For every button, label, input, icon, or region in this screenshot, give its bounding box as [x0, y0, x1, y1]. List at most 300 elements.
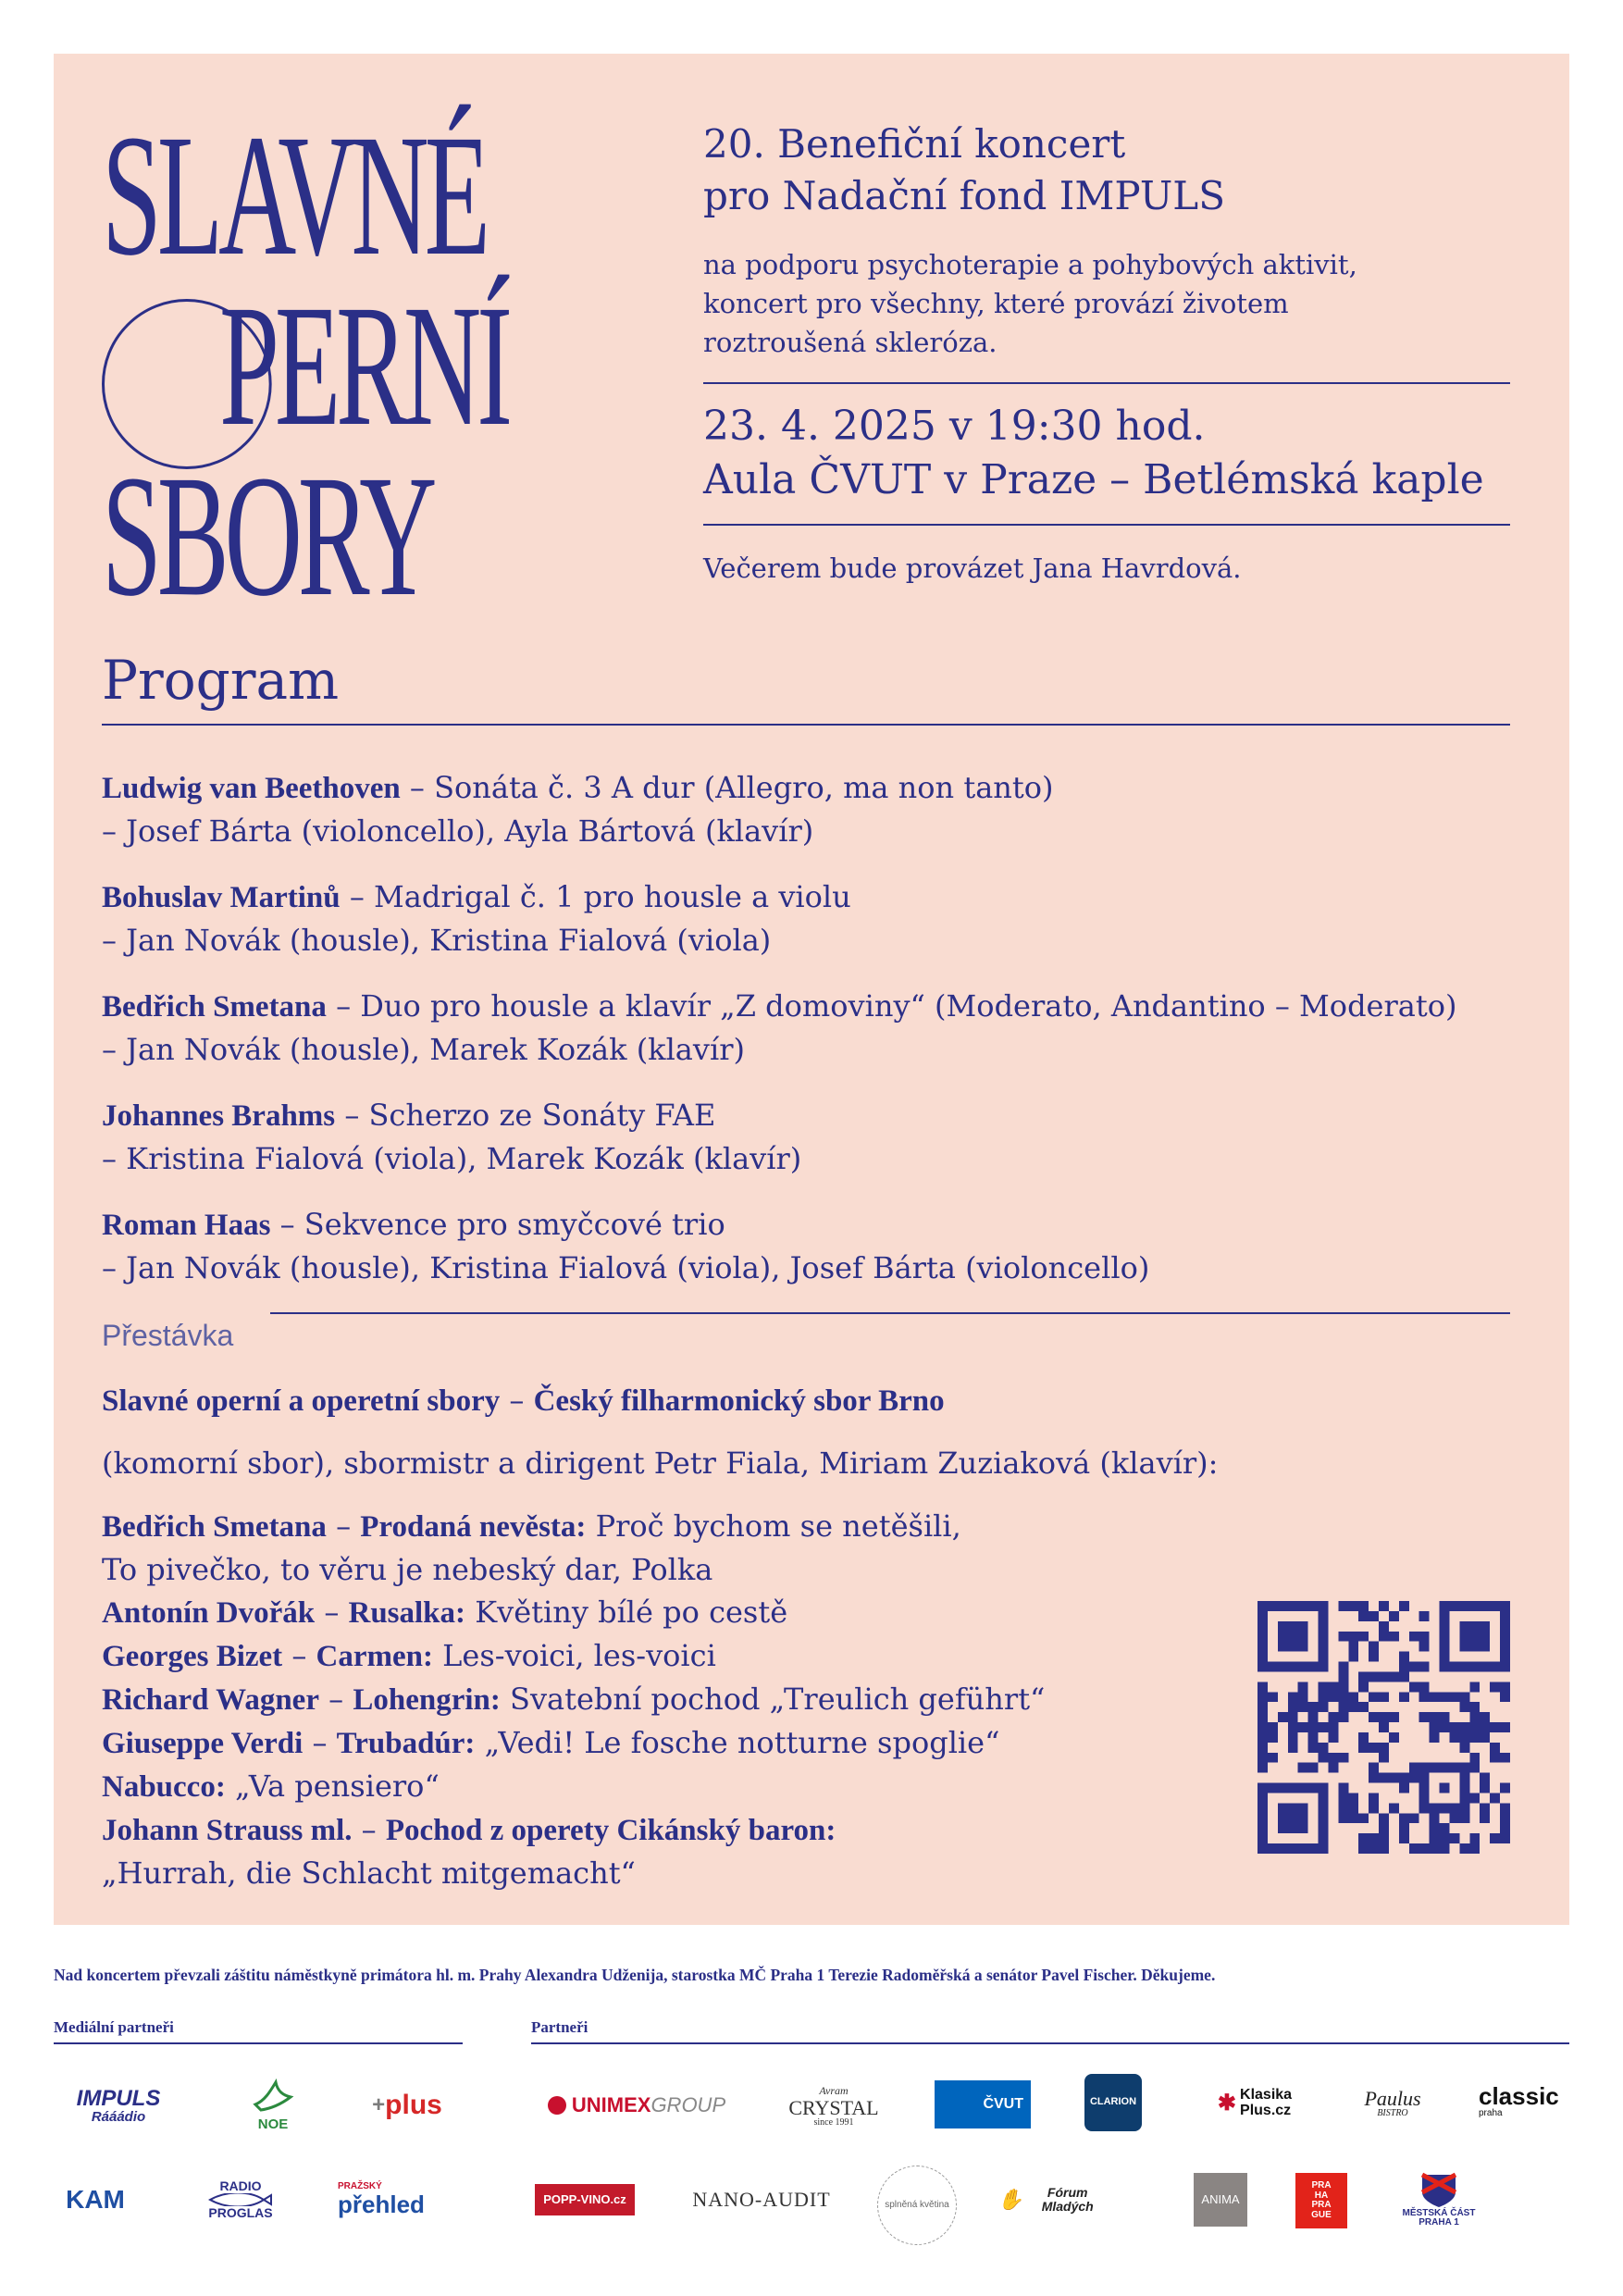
title-line-2-text: PERNÍ — [219, 268, 509, 462]
qr-module — [1459, 1722, 1469, 1732]
logo-radio-proglas[interactable] — [194, 2171, 287, 2228]
work-title: – Sonáta č. 3 A dur (Allegro, ma non tanto) — [400, 770, 1054, 805]
qr-module — [1469, 1632, 1480, 1642]
qr-module — [1328, 1722, 1338, 1732]
logo-klasika-plus[interactable] — [1203, 2082, 1307, 2125]
qr-module — [1379, 1712, 1389, 1722]
qr-module — [1328, 1732, 1338, 1743]
qr-module — [1440, 1662, 1450, 1672]
qr-module — [1278, 1601, 1288, 1611]
qr-module — [1490, 1601, 1500, 1611]
intermission-label: Přestávka — [102, 1319, 234, 1352]
qr-module — [1258, 1632, 1268, 1642]
qr-module — [1348, 1642, 1358, 1652]
qr-module — [1258, 1732, 1268, 1743]
qr-module — [1469, 1833, 1480, 1843]
composer-name: Bohuslav Martinů — [102, 881, 341, 914]
qr-module — [1459, 1803, 1469, 1813]
qr-module — [1430, 1813, 1440, 1823]
qr-module — [1258, 1642, 1268, 1652]
qr-module — [1298, 1763, 1308, 1773]
qr-module — [1480, 1712, 1490, 1722]
qr-module — [1459, 1702, 1469, 1712]
qr-module — [1490, 1743, 1500, 1753]
qr-module — [1278, 1642, 1288, 1652]
unimex-mark-icon — [548, 2096, 566, 2115]
qr-module — [1268, 1783, 1278, 1793]
program-item-1 — [102, 766, 1518, 852]
qr-module — [1319, 1692, 1329, 1702]
qr-module — [1258, 1823, 1268, 1833]
qr-module — [1348, 1813, 1358, 1823]
qr-module — [1258, 1621, 1268, 1632]
qr-module — [1469, 1753, 1480, 1763]
qr-module — [1338, 1712, 1348, 1722]
qr-module — [1430, 1803, 1440, 1813]
qr-module — [1328, 1692, 1338, 1702]
performers: – Jan Novák (housle), Marek Kozák (klavír) — [102, 1032, 745, 1067]
piece-name: „Va pensiero“ — [225, 1769, 440, 1804]
logo-mestska-cast-praha-1[interactable] — [1393, 2161, 1485, 2239]
qr-module — [1319, 1783, 1329, 1793]
performers: – Kristina Fialová (viola), Marek Kozák (klavír) — [102, 1141, 802, 1176]
second-half-title: Slavné operní a operetní sbory — [102, 1384, 501, 1418]
qr-module — [1358, 1601, 1369, 1611]
program-item-3 — [102, 985, 1518, 1071]
qr-module — [1500, 1632, 1510, 1642]
opera-item-strauss-piece: „Hurrah, die Schlacht mitgemacht“ — [102, 1855, 636, 1891]
qr-module — [1348, 1803, 1358, 1813]
qr-module — [1459, 1621, 1469, 1632]
qr-module — [1288, 1662, 1298, 1672]
qr-module — [1409, 1773, 1419, 1783]
qr-module — [1369, 1763, 1379, 1773]
qr-module — [1319, 1833, 1329, 1843]
qr-module — [1440, 1642, 1450, 1652]
qr-module — [1319, 1601, 1329, 1611]
work-title: – Madrigal č. 1 pro housle a violu — [340, 879, 851, 914]
patronage-note: Nad koncertem převzali záštitu náměstkyně primátora hl. m. Prahy Alexandra Udženija, starostka MČ Praha 1 Terezie Radoměřská a senátor Pavel Fischer. Děkujeme. — [54, 1966, 1216, 1984]
qr-module — [1500, 1652, 1510, 1662]
choir-name: Český filharmonický sbor Brno — [533, 1384, 945, 1418]
qr-module — [1338, 1682, 1348, 1692]
qr-module — [1288, 1712, 1298, 1722]
separator: – — [318, 1682, 353, 1717]
qr-module — [1469, 1702, 1480, 1712]
qr-module — [1480, 1732, 1490, 1743]
separator: – — [500, 1383, 534, 1418]
qr-module — [1480, 1632, 1490, 1642]
logo-text: KAM — [66, 2185, 125, 2215]
qr-module — [1338, 1601, 1348, 1611]
logo-text-4: GUE — [1311, 2209, 1332, 2220]
qr-module — [1308, 1702, 1319, 1712]
qr-module — [1288, 1621, 1298, 1632]
qr-module — [1500, 1823, 1510, 1833]
qr-module — [1490, 1682, 1500, 1692]
qr-module — [1480, 1773, 1490, 1783]
qr-module — [1258, 1702, 1268, 1712]
qr-module — [1440, 1763, 1450, 1773]
qr-module — [1430, 1692, 1440, 1702]
qr-module — [1379, 1621, 1389, 1632]
qr-module — [1440, 1692, 1450, 1702]
opera-name: Carmen: — [316, 1640, 433, 1673]
logo-text-2: PROGLAS — [208, 2205, 273, 2220]
qr-module — [1319, 1753, 1329, 1763]
qr-module — [1288, 1642, 1298, 1652]
qr-module — [1469, 1722, 1480, 1732]
logo-popp-vino[interactable] — [535, 2184, 635, 2215]
k-mark-icon: ✱ — [1217, 2091, 1237, 2116]
qr-module — [1268, 1662, 1278, 1672]
qr-module — [1319, 1813, 1329, 1823]
logo-text: CLARION — [1089, 2096, 1137, 2108]
qr-module — [1430, 1843, 1440, 1854]
logo-text: splněná květina — [885, 2199, 949, 2210]
qr-module — [1469, 1732, 1480, 1743]
qr-module — [1440, 1783, 1450, 1793]
qr-module — [1459, 1642, 1469, 1652]
opera-name: Rusalka: — [348, 1596, 466, 1630]
qr-module — [1419, 1611, 1430, 1621]
qr-module — [1419, 1773, 1430, 1783]
qr-module — [1459, 1632, 1469, 1642]
title-line-2 — [102, 268, 509, 462]
plus-icon: + — [372, 2092, 386, 2118]
program-heading: Program — [102, 649, 340, 712]
qr-module — [1449, 1662, 1459, 1672]
qr-module — [1430, 1833, 1440, 1843]
qr-module — [1379, 1773, 1389, 1783]
qr-module — [1399, 1813, 1409, 1823]
qr-module — [1278, 1813, 1288, 1823]
qr-module — [1278, 1632, 1288, 1642]
qr-module — [1379, 1722, 1389, 1732]
qr-module — [1288, 1803, 1298, 1813]
qr-module — [1369, 1611, 1379, 1621]
logo-text: UNIMEX — [571, 2093, 651, 2117]
qr-module — [1258, 1833, 1268, 1843]
qr-module — [1409, 1763, 1419, 1773]
logo-praha[interactable] — [1295, 2173, 1347, 2228]
qr-module — [1469, 1682, 1480, 1692]
qr-module — [1419, 1662, 1430, 1672]
qr-module — [1469, 1843, 1480, 1854]
qr-module — [1469, 1621, 1480, 1632]
qr-module — [1258, 1722, 1268, 1732]
qr-module — [1459, 1601, 1469, 1611]
media-partners-label: Mediální partneři — [54, 2018, 174, 2036]
qr-module — [1338, 1692, 1348, 1702]
program-divider — [102, 724, 1510, 726]
qr-module — [1358, 1833, 1369, 1843]
qr-module — [1379, 1843, 1389, 1854]
logo-paulus[interactable] — [1356, 2078, 1430, 2129]
composer-name: Johann Strauss ml. — [102, 1814, 353, 1847]
qr-module — [1409, 1813, 1419, 1823]
qr-module — [1430, 1732, 1440, 1743]
title-circle-o — [102, 299, 272, 469]
qr-module — [1328, 1712, 1338, 1722]
qr-module — [1469, 1601, 1480, 1611]
qr-module — [1379, 1813, 1389, 1823]
logo-text-2: HA — [1314, 2190, 1329, 2201]
opera-name: Nabucco: — [102, 1770, 226, 1804]
opera-item-smetana-cont: To pivečko, to věru je nebeský dar, Polka — [102, 1552, 713, 1587]
qr-module — [1358, 1682, 1369, 1692]
qr-module — [1319, 1722, 1329, 1732]
logo-plus[interactable] — [356, 2078, 458, 2133]
qr-module — [1298, 1783, 1308, 1793]
composer-name: Antonín Dvořák — [102, 1596, 316, 1630]
qr-module — [1500, 1833, 1510, 1843]
qr-module — [1419, 1763, 1430, 1773]
separator: – — [282, 1638, 316, 1673]
second-half-performers: (komorní sbor), sbormistr a dirigent Petr Fiala, Miriam Zuziaková (klavír): — [102, 1446, 1219, 1481]
qr-module — [1338, 1793, 1348, 1803]
qr-module — [1348, 1632, 1358, 1642]
qr-module — [1379, 1601, 1389, 1611]
concert-line-2: pro Nadační fond IMPULS — [703, 173, 1225, 218]
qr-module — [1348, 1692, 1358, 1702]
qr-module — [1409, 1682, 1419, 1692]
qr-module — [1419, 1712, 1430, 1722]
logo-impuls[interactable] — [54, 2073, 183, 2138]
qr-module — [1419, 1803, 1430, 1813]
qr-module — [1490, 1793, 1500, 1803]
logo-text: Fórum Mladých — [1041, 2185, 1094, 2214]
logo-classic-praha[interactable] — [1479, 2078, 1564, 2126]
qr-module — [1288, 1843, 1298, 1854]
logo-forum-mladych[interactable] — [997, 2180, 1109, 2219]
piece-name: Les-voici, les-voici — [432, 1638, 716, 1673]
qr-module — [1430, 1823, 1440, 1833]
host-text: Večerem bude provázet Jana Havrdová. — [703, 552, 1242, 584]
qr-module — [1358, 1702, 1369, 1712]
logo-nano-audit[interactable] — [683, 2184, 840, 2215]
qr-module — [1319, 1743, 1329, 1753]
qr-module — [1500, 1722, 1510, 1732]
description-line-3: roztroušená skleróza. — [703, 327, 997, 358]
date-venue — [703, 400, 1518, 507]
qr-module — [1449, 1692, 1459, 1702]
qr-module — [1298, 1682, 1308, 1692]
qr-module — [1449, 1803, 1459, 1813]
qr-module — [1348, 1702, 1358, 1712]
logo-top-text: Avram — [819, 2083, 849, 2097]
qr-module — [1319, 1632, 1329, 1642]
qr-module — [1459, 1813, 1469, 1823]
qr-module — [1469, 1662, 1480, 1672]
logo-text: MĚSTSKÁ ČÁST — [1402, 2207, 1476, 2218]
qr-module — [1389, 1611, 1399, 1621]
description-line-1: na podporu psychoterapie a pohybových aktivit, — [703, 249, 1357, 280]
logo-crystal[interactable] — [783, 2073, 885, 2140]
qr-module — [1459, 1763, 1469, 1773]
qr-module — [1319, 1803, 1329, 1813]
qr-module — [1369, 1652, 1379, 1662]
qr-module — [1268, 1753, 1278, 1763]
concert-heading — [703, 118, 1518, 222]
separator: – — [315, 1595, 349, 1630]
program-item-2 — [102, 875, 1518, 962]
qr-module — [1268, 1601, 1278, 1611]
qr-code[interactable] — [1258, 1601, 1510, 1854]
piece-name: „Vedi! Le fosche notturne spoglie“ — [475, 1725, 1000, 1760]
logo-text: Paulus — [1364, 2087, 1421, 2111]
qr-module — [1500, 1611, 1510, 1621]
qr-module — [1258, 1793, 1268, 1803]
qr-module — [1338, 1803, 1348, 1813]
qr-module — [1258, 1662, 1268, 1672]
logo-text: NOE — [257, 2116, 289, 2133]
logo-text-2: PRAHA 1 — [1419, 2217, 1459, 2228]
qr-module — [1319, 1823, 1329, 1833]
qr-module — [1258, 1611, 1268, 1621]
performers: – Jan Novák (housle), Kristina Fialová (viola), Josef Bárta (violoncello) — [102, 1250, 1150, 1285]
qr-module — [1288, 1722, 1298, 1732]
qr-module — [1308, 1601, 1319, 1611]
qr-module — [1399, 1692, 1409, 1702]
qr-module — [1459, 1692, 1469, 1702]
qr-module — [1419, 1843, 1430, 1854]
logo-text: přehled — [338, 2190, 425, 2218]
qr-module — [1308, 1763, 1319, 1773]
qr-module — [1500, 1642, 1510, 1652]
logo-splnena-kvetina[interactable] — [877, 2166, 957, 2245]
qr-module — [1308, 1783, 1319, 1793]
composer-name: Giuseppe Verdi — [102, 1727, 304, 1760]
logo-text-2: Plus.cz — [1240, 2103, 1292, 2118]
logo-subtext: BISTRO — [1377, 2108, 1408, 2119]
composer-name: Georges Bizet — [102, 1640, 283, 1673]
qr-module — [1258, 1843, 1268, 1854]
composer-name: Roman Haas — [102, 1209, 271, 1242]
qr-module — [1440, 1803, 1450, 1813]
qr-module — [1419, 1632, 1430, 1642]
qr-module — [1459, 1662, 1469, 1672]
qr-module — [1379, 1823, 1389, 1833]
qr-module — [1440, 1722, 1450, 1732]
qr-module — [1298, 1803, 1308, 1813]
qr-module — [1480, 1722, 1490, 1732]
qr-module — [1480, 1783, 1490, 1793]
logo-text: classic — [1479, 2082, 1559, 2111]
qr-module — [1288, 1743, 1298, 1753]
logo-kam[interactable] — [54, 2177, 137, 2223]
qr-module — [1358, 1671, 1369, 1682]
qr-module — [1419, 1783, 1430, 1793]
qr-module — [1288, 1692, 1298, 1702]
qr-module — [1298, 1662, 1308, 1672]
qr-module — [1288, 1632, 1298, 1642]
qr-module — [1298, 1632, 1308, 1642]
qr-module — [1440, 1611, 1450, 1621]
qr-module — [1419, 1692, 1430, 1702]
qr-module — [1319, 1621, 1329, 1632]
logo-text: Klasika — [1240, 2087, 1293, 2104]
qr-module — [1480, 1662, 1490, 1672]
qr-module — [1288, 1732, 1298, 1743]
qr-module — [1319, 1682, 1329, 1692]
qr-module — [1459, 1793, 1469, 1803]
qr-module — [1369, 1793, 1379, 1803]
qr-module — [1338, 1783, 1348, 1793]
qr-module — [1399, 1833, 1409, 1843]
qr-module — [1358, 1732, 1369, 1743]
qr-module — [1430, 1763, 1440, 1773]
qr-module — [1409, 1632, 1419, 1642]
qr-module — [1298, 1843, 1308, 1854]
qr-module — [1399, 1823, 1409, 1833]
qr-module — [1308, 1843, 1319, 1854]
qr-module — [1369, 1712, 1379, 1722]
title-line-1: SLAVNÉ — [102, 98, 486, 292]
logo-cvut[interactable] — [935, 2080, 1031, 2128]
qr-module — [1308, 1732, 1319, 1743]
qr-module — [1449, 1601, 1459, 1611]
logo-anima[interactable] — [1194, 2173, 1247, 2227]
qr-module — [1369, 1671, 1379, 1682]
logo-text: plus — [385, 2090, 442, 2121]
date-time: 23. 4. 2025 v 19:30 hod. — [703, 403, 1206, 450]
program-item-4 — [102, 1094, 1518, 1180]
qr-module — [1389, 1632, 1399, 1642]
logo-unimex[interactable] — [535, 2087, 738, 2124]
logo-text: PRA — [1311, 2180, 1332, 2191]
logo-text: CRYSTAL — [788, 2095, 879, 2119]
qr-module — [1430, 1722, 1440, 1732]
qr-module — [1440, 1823, 1450, 1833]
piece-name: Proč bychom se netěšili, — [586, 1508, 961, 1544]
logo-text: POPP-VINO.cz — [543, 2192, 626, 2207]
qr-module — [1358, 1743, 1369, 1753]
qr-module — [1319, 1793, 1329, 1803]
piece-name: Svatební pochod „Treulich geführt“ — [500, 1682, 1046, 1717]
qr-module — [1440, 1712, 1450, 1722]
qr-module — [1369, 1773, 1379, 1783]
qr-module — [1469, 1642, 1480, 1652]
qr-module — [1348, 1652, 1358, 1662]
qr-module — [1379, 1632, 1389, 1642]
qr-module — [1258, 1763, 1268, 1773]
qr-module — [1308, 1712, 1319, 1722]
work-title: – Scherzo ze Sonáty FAE — [335, 1098, 716, 1133]
qr-module — [1268, 1692, 1278, 1702]
qr-module — [1258, 1783, 1268, 1793]
piece-name: Květiny bílé po cestě — [465, 1595, 788, 1630]
concert-description — [703, 245, 1518, 362]
logo-text: NANO-AUDIT — [692, 2188, 831, 2212]
qr-module — [1480, 1813, 1490, 1823]
qr-module — [1258, 1753, 1268, 1763]
qr-module — [1258, 1682, 1268, 1692]
qr-module — [1308, 1722, 1319, 1732]
qr-module — [1440, 1833, 1450, 1843]
logo-prazsky-prehled[interactable] — [338, 2177, 458, 2223]
logo-clarion[interactable] — [1084, 2074, 1142, 2131]
hands-icon: ✋ — [997, 2188, 1023, 2212]
qr-module — [1258, 1803, 1268, 1813]
qr-module — [1399, 1662, 1409, 1672]
qr-module — [1369, 1833, 1379, 1843]
title-line-3: SBORY — [102, 439, 433, 632]
qr-module — [1449, 1813, 1459, 1823]
qr-module — [1258, 1601, 1268, 1611]
qr-module — [1440, 1843, 1450, 1854]
logo-noe[interactable] — [231, 2068, 315, 2142]
